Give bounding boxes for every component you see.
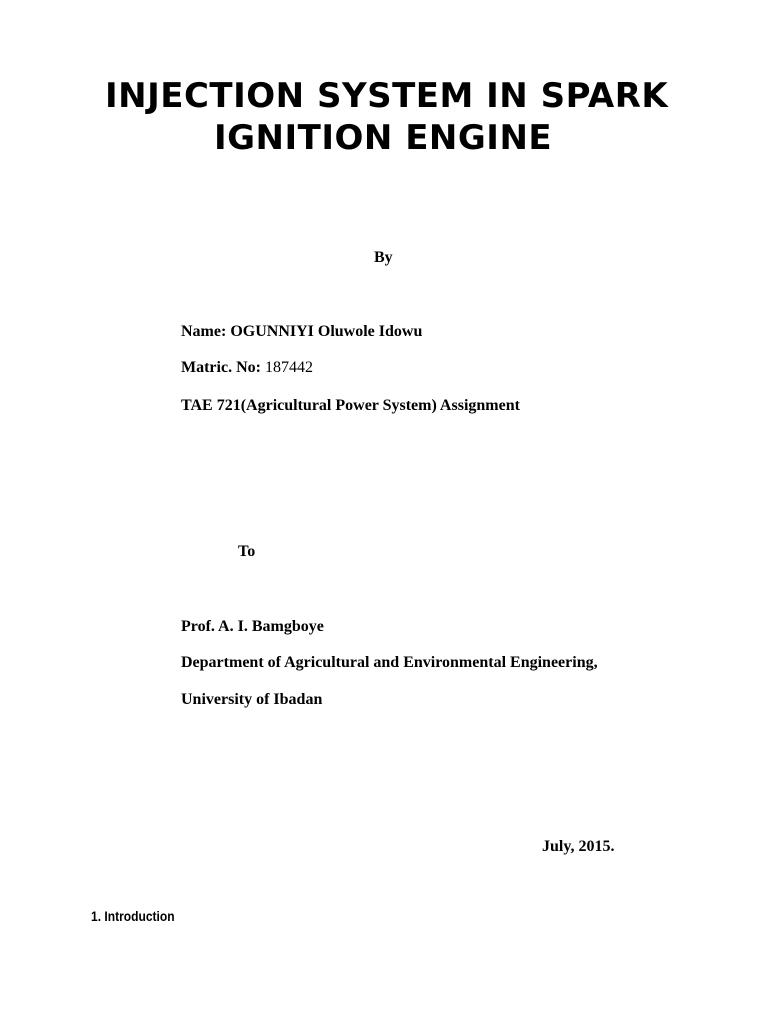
- matric-number: [181, 358, 313, 378]
- course-line: TAE 721(Agricultural Power System) Assignment: [181, 397, 520, 414]
- matric-label: Matric. No:: [181, 359, 265, 376]
- matric-value: 187442: [264, 359, 313, 376]
- section-heading-introduction: 1. Introduction: [91, 908, 175, 924]
- author-name: Name: OGUNNIYI Oluwole Idowu: [181, 323, 423, 340]
- title-line-1: INJECTION SYSTEM IN SPARK: [105, 76, 669, 116]
- to-label: To: [238, 543, 256, 560]
- recipient-university: University of Ibadan: [181, 691, 323, 708]
- title-line-2: IGNITION ENGINE: [214, 118, 553, 158]
- submission-date: July, 2015.: [542, 838, 615, 855]
- recipient-department: Department of Agricultural and Environmental Engineering,: [181, 654, 598, 671]
- recipient-name: Prof. A. I. Bamgboye: [181, 618, 324, 635]
- by-label: By: [374, 249, 393, 266]
